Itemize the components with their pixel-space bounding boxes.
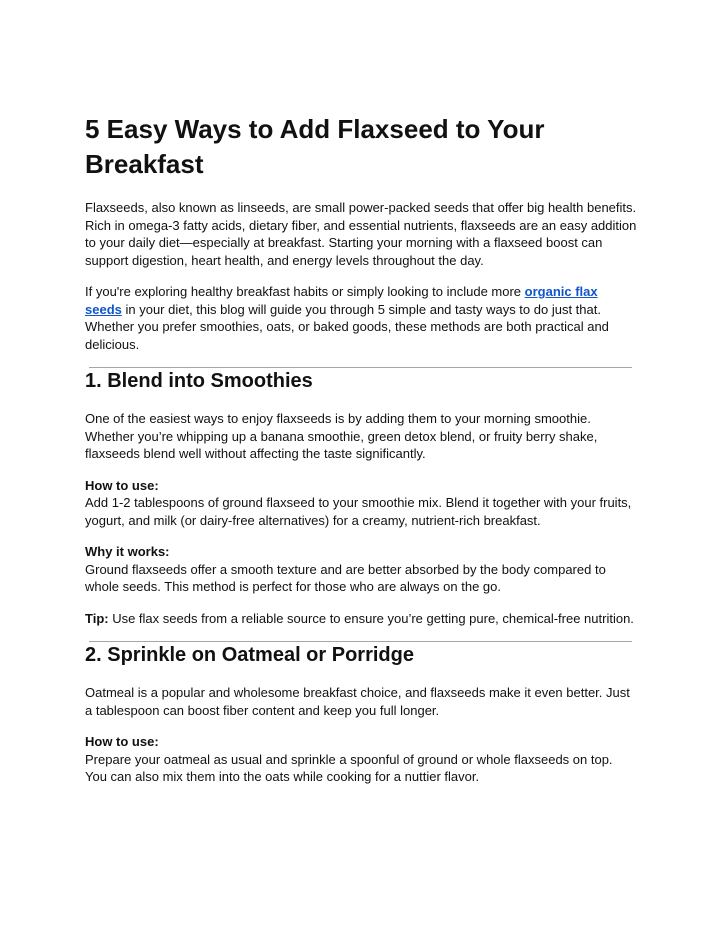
why-it-works-text: Ground flaxseeds offer a smooth texture and are better absorbed by the body compared to whole seeds. This method is perfect for those who are always on the go. — [85, 561, 606, 594]
article-title: 5 Easy Ways to Add Flaxseed to Your Breakfast — [85, 114, 545, 179]
how-to-use-label-2: How to use: — [85, 734, 159, 749]
section-2-how-to-use — [85, 733, 637, 786]
intro-p2-after: in your diet, this blog will guide you through 5 simple and tasty ways to do just that. Whether you prefer smoothies, oats, or baked goods, these methods are both practical and delicious. — [85, 301, 609, 352]
intro-paragraph-1: Flaxseeds, also known as linseeds, are small power-packed seeds that offer big health benefits. Rich in omega-3 fatty acids, dietary fiber, and essential nutrients, flaxseeds are an easy addition to your daily diet—especially at breakfast. Starting your morning with a flaxseed boost can support digestion, heart health, and energy levels throughout the day. — [85, 200, 637, 268]
how-to-use-label: How to use: — [85, 477, 159, 493]
section-2-body: Oatmeal is a popular and wholesome breakfast choice, and flaxseeds make it even better. Just a tablespoon can boost fiber content and keep you full longer. — [85, 685, 630, 718]
tip-text: Use flax seeds from a reliable source to ensure you’re getting pure, chemical-free nutrition. — [108, 610, 634, 626]
section-1-body: One of the easiest ways to enjoy flaxseeds is by adding them to your morning smoothie. Whether you’re whipping up a banana smoothie, green detox blend, or fruity berry shake, flaxseeds blend well without affecting the taste significantly. — [85, 411, 598, 461]
how-to-use-text-2: Prepare your oatmeal as usual and sprinkle a spoonful of ground or whole flaxseeds on top. You can also mix them into the oats while cooking for a nuttier flavor. — [85, 751, 613, 784]
tip-label: Tip: — [85, 610, 109, 626]
how-to-use-text: Add 1-2 tablespoons of ground flaxseed to your smoothie mix. Blend it together with your fruits, yogurt, and milk (or dairy-free alternatives) for a creamy, nutrient-rich breakfast. — [85, 495, 632, 528]
intro-paragraph-2 — [85, 283, 637, 353]
section-1-how-to-use — [85, 477, 637, 530]
organic-flax-seeds-link[interactable]: organic flax seeds — [85, 284, 598, 317]
intro-p2-before: If you're exploring healthy breakfast habits or simply looking to include more — [85, 284, 525, 299]
section-1-why-it-works — [85, 543, 637, 596]
section-1-tip — [85, 610, 637, 628]
section-1-heading: 1. Blend into Smoothies — [85, 370, 313, 392]
why-it-works-label: Why it works: — [85, 544, 170, 559]
document-page — [85, 112, 637, 800]
section-2-heading: 2. Sprinkle on Oatmeal or Porridge — [85, 644, 414, 666]
